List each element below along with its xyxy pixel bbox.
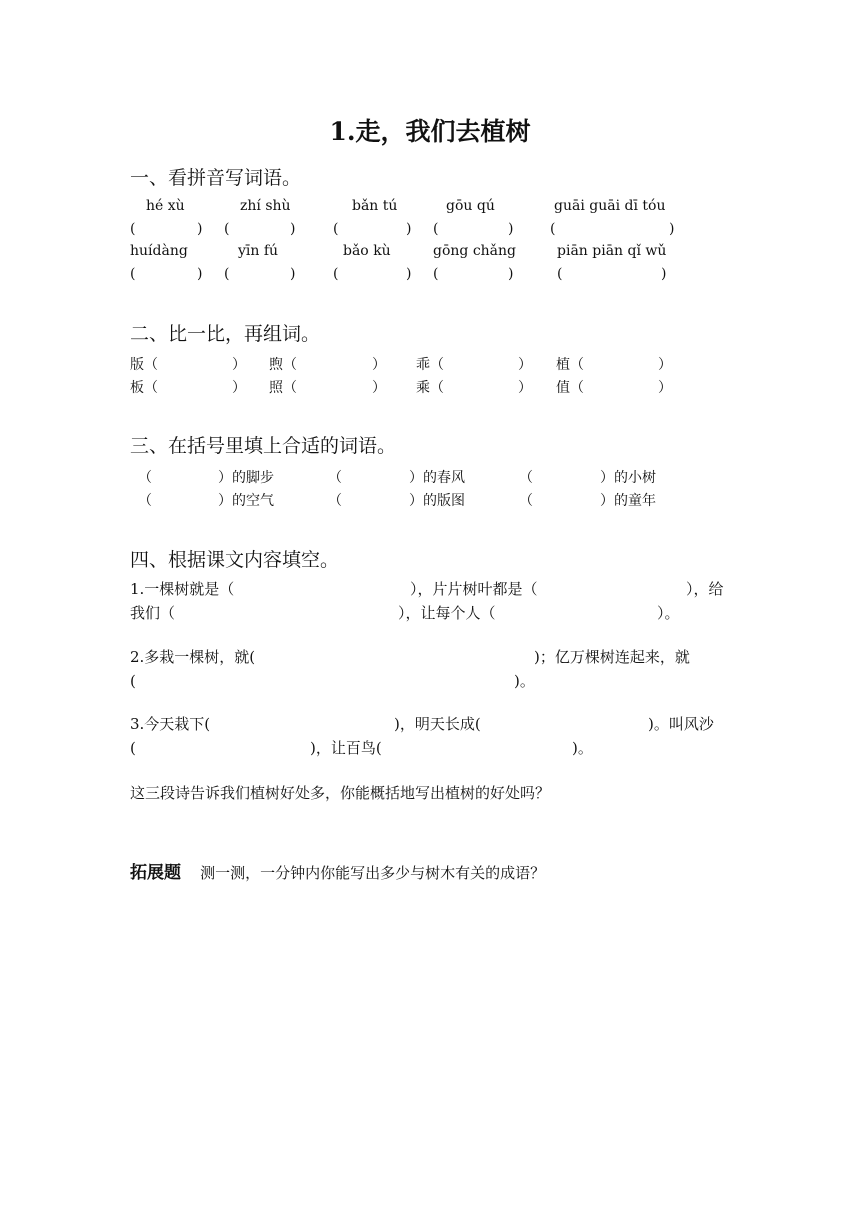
compare-close: ） bbox=[518, 380, 532, 396]
paragraph-text: ( bbox=[130, 739, 136, 757]
section2-heading: 二、比一比，再组词。 bbox=[130, 323, 321, 345]
page-title: 1.走，我们去植树 bbox=[329, 117, 531, 146]
fill-open: （ bbox=[519, 493, 533, 509]
paragraph-text: ），给 bbox=[686, 580, 724, 598]
bracket-close: ) bbox=[197, 221, 203, 237]
bracket-close: ) bbox=[406, 221, 412, 237]
fill-phrase: ）的脚步 bbox=[218, 470, 274, 486]
compare-char: 值（ bbox=[556, 380, 584, 396]
summary-question: 这三段诗告诉我们植树好处多，你能概括地写出植树的好处吗？ bbox=[130, 784, 551, 802]
pinyin-item: zhí shù bbox=[240, 198, 291, 214]
pinyin-item: gōng chǎng bbox=[433, 243, 517, 259]
compare-close: ） bbox=[372, 380, 386, 396]
compare-char: 乘（ bbox=[416, 380, 444, 396]
paragraph-text: 2.多栽一棵树，就( bbox=[130, 648, 256, 666]
bracket-open: ( bbox=[224, 266, 230, 282]
fill-paragraph-1 bbox=[130, 577, 730, 625]
fill-open: （ bbox=[328, 493, 342, 509]
fill-open: （ bbox=[138, 493, 152, 509]
extension-label: 拓展题 bbox=[130, 863, 181, 883]
bracket-close: ) bbox=[669, 221, 675, 237]
bracket-open: ( bbox=[433, 266, 439, 282]
compare-char: 版（ bbox=[130, 357, 158, 373]
fill-phrase: ）的版图 bbox=[409, 493, 465, 509]
pinyin-item: bǎo kù bbox=[343, 243, 391, 259]
paragraph-text: 我们（ bbox=[130, 604, 176, 622]
paragraph-text: ）。 bbox=[657, 604, 680, 622]
bracket-close: ) bbox=[406, 266, 412, 282]
pinyin-item: huídàng bbox=[130, 243, 188, 259]
bracket-close: ) bbox=[508, 266, 514, 282]
paragraph-text: ( bbox=[130, 672, 136, 690]
bracket-open: ( bbox=[130, 221, 136, 237]
paragraph-text: )，让百鸟( bbox=[310, 739, 382, 757]
pinyin-item: piān piān qǐ wǔ bbox=[557, 243, 667, 259]
paragraph-text: )。 bbox=[514, 672, 535, 690]
fill-paragraph-3 bbox=[130, 712, 730, 760]
fill-phrase: ）的空气 bbox=[218, 493, 274, 509]
extension-task bbox=[130, 858, 545, 883]
fill-phrase: ）的童年 bbox=[600, 493, 656, 509]
bracket-close: ) bbox=[290, 266, 296, 282]
fill-open: （ bbox=[138, 470, 152, 486]
compare-char: 乖（ bbox=[416, 357, 444, 373]
pinyin-item: yīn fú bbox=[238, 243, 279, 259]
bracket-close: ) bbox=[661, 266, 667, 282]
pinyin-item: gōu qú bbox=[446, 198, 495, 214]
compare-char: 煦（ bbox=[269, 357, 297, 373]
bracket-close: ) bbox=[197, 266, 203, 282]
bracket-open: ( bbox=[433, 221, 439, 237]
compare-close: ） bbox=[232, 380, 246, 396]
section1-heading: 一、看拼音写词语。 bbox=[130, 167, 302, 189]
fill-open: （ bbox=[328, 470, 342, 486]
bracket-close: ) bbox=[290, 221, 296, 237]
compare-close: ） bbox=[518, 357, 532, 373]
paragraph-text: )；亿万棵树连起来，就 bbox=[534, 648, 690, 666]
paragraph-text: 1.一棵树就是（ bbox=[130, 580, 235, 598]
pinyin-item: bǎn tú bbox=[352, 198, 398, 214]
bracket-close: ) bbox=[508, 221, 514, 237]
fill-phrase: ）的春风 bbox=[409, 470, 465, 486]
pinyin-item: hé xù bbox=[146, 198, 185, 214]
compare-close: ） bbox=[658, 380, 672, 396]
paragraph-text: ），片片树叶都是（ bbox=[410, 580, 538, 598]
paragraph-text: ），让每个人（ bbox=[398, 604, 496, 622]
pinyin-item: guāi guāi dī tóu bbox=[554, 198, 666, 214]
bracket-open: ( bbox=[333, 266, 339, 282]
compare-char: 植（ bbox=[556, 357, 584, 373]
fill-open: （ bbox=[519, 470, 533, 486]
compare-close: ） bbox=[658, 357, 672, 373]
section4-heading: 四、根据课文内容填空。 bbox=[130, 549, 340, 571]
bracket-open: ( bbox=[550, 221, 556, 237]
bracket-open: ( bbox=[557, 266, 563, 282]
fill-phrase: ）的小树 bbox=[600, 470, 656, 486]
section3-heading: 三、在括号里填上合适的词语。 bbox=[130, 435, 397, 457]
extension-text: 测一测，一分钟内你能写出多少与树木有关的成语？ bbox=[200, 864, 546, 882]
bracket-open: ( bbox=[224, 221, 230, 237]
paragraph-text: )。叫风沙 bbox=[648, 715, 714, 733]
fill-paragraph-2 bbox=[130, 645, 730, 693]
paragraph-text: )，明天长成( bbox=[394, 715, 481, 733]
compare-close: ） bbox=[372, 357, 386, 373]
compare-char: 照（ bbox=[269, 380, 297, 396]
paragraph-text: )。 bbox=[572, 739, 593, 757]
compare-char: 板（ bbox=[130, 380, 158, 396]
paragraph-text: 3.今天栽下( bbox=[130, 715, 211, 733]
bracket-open: ( bbox=[130, 266, 136, 282]
bracket-open: ( bbox=[333, 221, 339, 237]
compare-close: ） bbox=[232, 357, 246, 373]
